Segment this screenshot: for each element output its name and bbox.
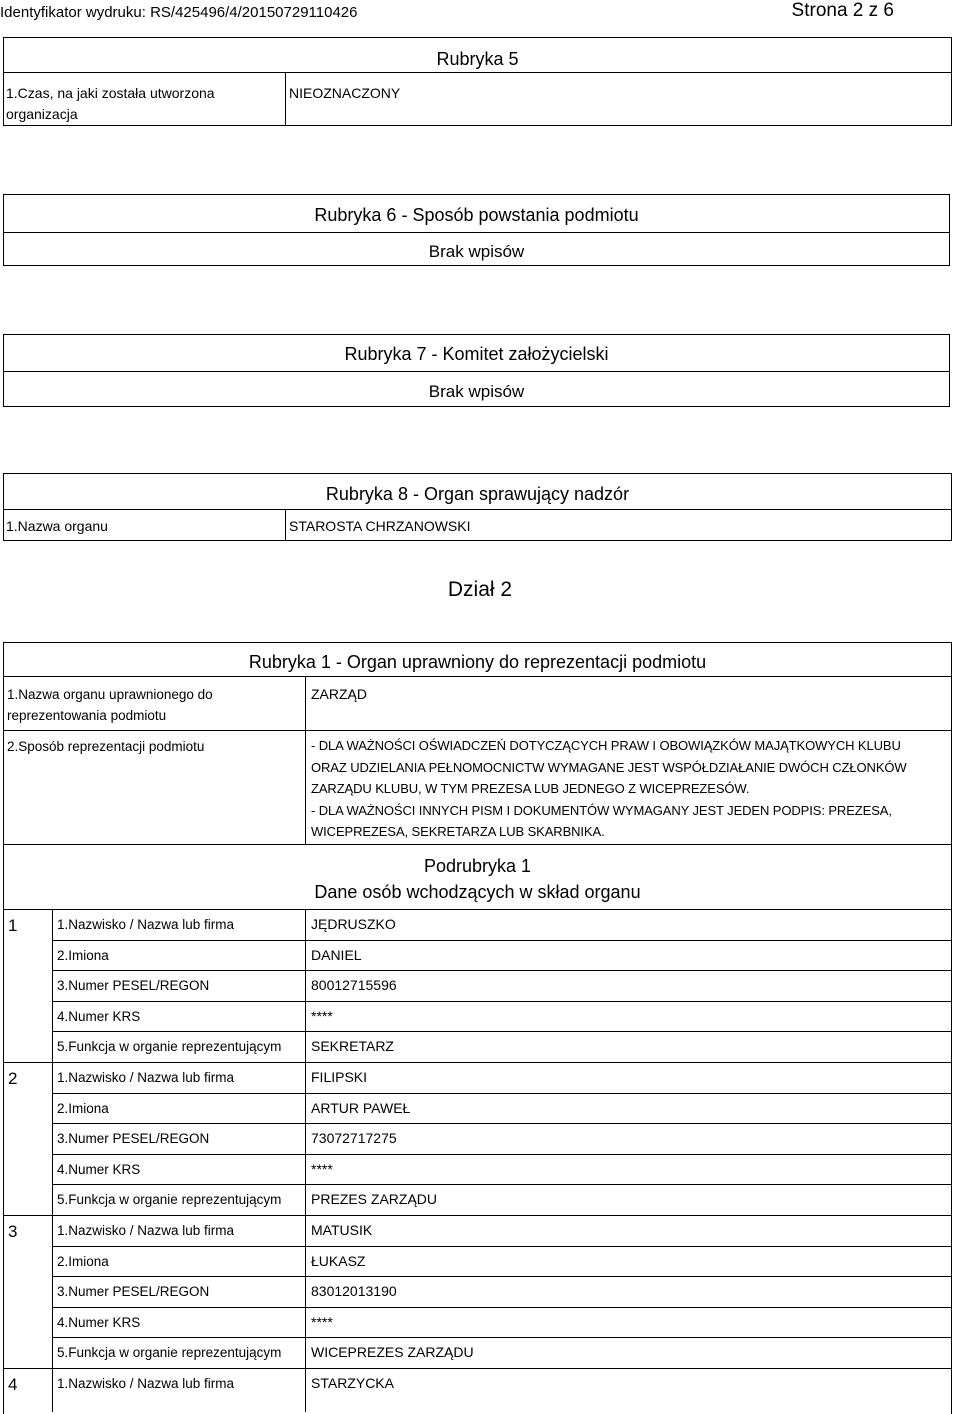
person-field-value: 80012715596 xyxy=(311,977,397,994)
person-field-label: 5.Funkcja w organie reprezentującym xyxy=(57,1192,282,1208)
person-field-value: SEKRETARZ xyxy=(311,1038,394,1055)
rubryka6-title: Rubryka 6 - Sposób powstania podmiotu xyxy=(314,205,639,225)
person-number: 2 xyxy=(8,1069,18,1088)
rubryka1-title: Rubryka 1 - Organ uprawniony do reprezentacji podmiotu xyxy=(248,652,707,672)
person-separator xyxy=(3,1215,952,1216)
field-separator xyxy=(52,940,952,941)
section-title: Dział 2 xyxy=(447,578,513,601)
person-field-value: DANIEL xyxy=(311,946,362,963)
person-field-value: **** xyxy=(311,1313,333,1330)
person-number: 4 xyxy=(8,1375,18,1394)
person-field-value: JĘDRUSZKO xyxy=(311,916,396,932)
field-separator xyxy=(52,1031,952,1032)
person-field-label: 1.Nazwisko / Nazwa lub firma xyxy=(57,917,235,932)
field-separator xyxy=(52,1184,952,1185)
person-field-label: 1.Nazwisko / Nazwa lub firma xyxy=(57,1376,235,1391)
person-field-value: **** xyxy=(311,1007,333,1024)
person-field-value: WICEPREZES ZARZĄDU xyxy=(311,1344,474,1361)
person-field-label: 3.Numer PESEL/REGON xyxy=(57,1284,210,1300)
organ-label: 1.Nazwa organu uprawnionego do reprezentowania podmiotu xyxy=(7,687,213,723)
field-separator xyxy=(52,1123,952,1124)
organ-value: ZARZĄD xyxy=(311,686,367,702)
person-separator xyxy=(3,1368,952,1369)
person-field-value: 83012013190 xyxy=(311,1283,397,1300)
person-field-label: 4.Numer KRS xyxy=(57,1314,141,1330)
person-field-label: 4.Numer KRS xyxy=(57,1008,141,1024)
person-separator xyxy=(3,1062,952,1063)
person-field-label: 3.Numer PESEL/REGON xyxy=(57,978,210,994)
rubryka5-field-label: 1.Czas, na jaki została utworzona organizacja xyxy=(6,85,215,122)
person-field-label: 1.Nazwisko / Nazwa lub firma xyxy=(57,1070,235,1085)
person-field-value: ARTUR PAWEŁ xyxy=(311,1099,411,1116)
method-value: - DLA WAŻNOŚCI OŚWIADCZEŃ DOTYCZĄCYCH PRAW I OBOWIĄZKÓW MAJĄTKOWYCH KLUBU ORAZ UDZIELANIA PEŁNOMOCNICTW WYMAGANE JEST WSPÓŁDZIAŁANIE DWÓCH CZŁONKÓW ZARZĄDU KLUBU, W TYM PREZESA LUB JEDNEGO Z WICEPREZESÓW. - DLA WAŻNOŚCI INNYCH PISM I DOKUMENTÓW WYMAGANY JEST JEDEN PODPIS: PREZESA, WICEPREZESA, SEKRETARZA LUB SKARBNIKA. xyxy=(311,738,907,839)
person-number: 3 xyxy=(8,1222,18,1241)
field-separator xyxy=(52,1337,952,1338)
rubryka6-empty: Brak wpisów xyxy=(428,242,525,261)
subrubryka-subtitle: Dane osób wchodzących w skład organu xyxy=(314,882,641,902)
rubryka8-field-label: 1.Nazwa organu xyxy=(6,518,108,534)
field-separator xyxy=(52,1246,952,1247)
person-field-label: 4.Numer KRS xyxy=(57,1161,141,1177)
rubryka5-title: Rubryka 5 xyxy=(436,49,519,69)
person-field-label: 2.Imiona xyxy=(57,1100,109,1116)
rubryka7-empty: Brak wpisów xyxy=(428,382,525,401)
rubryka8-title: Rubryka 8 - Organ sprawujący nadzór xyxy=(325,484,630,504)
page-number: Strona 2 z 6 xyxy=(791,0,894,21)
rubryka7-title: Rubryka 7 - Komitet założycielski xyxy=(344,344,609,364)
person-field-label: 2.Imiona xyxy=(57,947,109,963)
field-separator xyxy=(52,1154,952,1155)
person-field-value: MATUSIK xyxy=(311,1222,373,1238)
field-separator xyxy=(52,1276,952,1277)
person-field-value: PREZES ZARZĄDU xyxy=(311,1191,438,1208)
method-label: 2.Sposób reprezentacji podmiotu xyxy=(7,739,205,754)
person-number: 1 xyxy=(8,916,18,935)
person-field-label: 2.Imiona xyxy=(57,1253,109,1269)
person-field-value: ŁUKASZ xyxy=(311,1252,366,1269)
person-field-value: STARZYCKA xyxy=(311,1375,394,1391)
print-identifier: Identyfikator wydruku: RS/425496/4/20150729110426 xyxy=(0,4,358,21)
field-separator xyxy=(52,1093,952,1094)
person-field-value: FILIPSKI xyxy=(311,1069,368,1085)
person-field-value: 73072717275 xyxy=(311,1130,397,1147)
person-field-label: 3.Numer PESEL/REGON xyxy=(57,1131,210,1147)
rubryka8-field-value: STAROSTA CHRZANOWSKI xyxy=(289,518,471,534)
person-field-label: 5.Funkcja w organie reprezentującym xyxy=(57,1039,282,1055)
rubryka5-field-value: NIEOZNACZONY xyxy=(289,85,401,101)
person-field-label: 1.Nazwisko / Nazwa lub firma xyxy=(57,1223,235,1238)
field-separator xyxy=(52,970,952,971)
field-separator xyxy=(52,1307,952,1308)
field-separator xyxy=(52,1001,952,1002)
subrubryka-title: Podrubryka 1 xyxy=(423,856,532,876)
person-field-value: **** xyxy=(311,1160,333,1177)
person-field-label: 5.Funkcja w organie reprezentującym xyxy=(57,1345,282,1361)
